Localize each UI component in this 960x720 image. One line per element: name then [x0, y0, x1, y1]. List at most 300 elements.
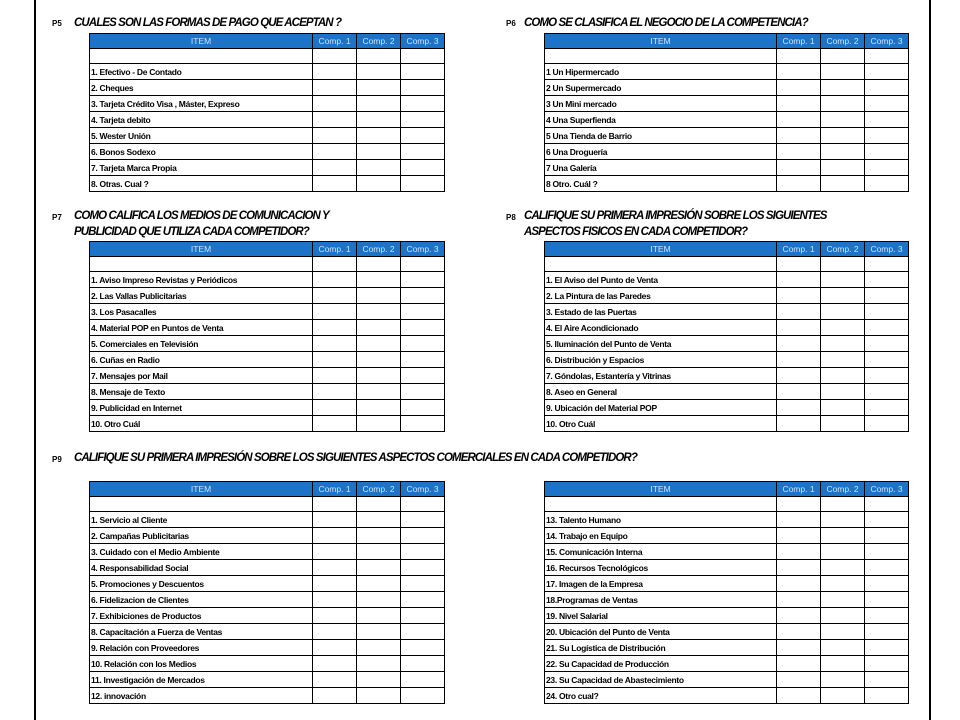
answer-cell-comp-1[interactable] — [313, 160, 357, 176]
answer-cell-comp-3[interactable] — [401, 80, 445, 96]
answer-cell-comp-2[interactable] — [357, 624, 401, 640]
answer-cell-comp-3[interactable] — [401, 64, 445, 80]
answer-cell-comp-3[interactable] — [401, 528, 445, 544]
table-row — [90, 352, 445, 368]
table-p9-left — [89, 481, 445, 704]
item-label: 2 Un Supermercado — [545, 80, 777, 96]
item-label: 11. Investigación de Mercados — [90, 672, 313, 688]
answer-cell-comp-3[interactable] — [865, 640, 909, 656]
answer-cell-comp-3[interactable] — [865, 592, 909, 608]
blank-answer-cell — [821, 49, 865, 64]
answer-cell-comp-3[interactable] — [865, 320, 909, 336]
item-label: 1. Servicio al Cliente — [90, 512, 313, 528]
blank-row — [90, 497, 445, 512]
answer-cell-comp-3[interactable] — [401, 416, 445, 432]
table-row — [545, 624, 909, 640]
answer-cell-comp-3[interactable] — [401, 368, 445, 384]
answer-cell-comp-2[interactable] — [357, 128, 401, 144]
answer-cell-comp-1[interactable] — [313, 528, 357, 544]
answer-cell-comp-1[interactable] — [777, 336, 821, 352]
answer-cell-comp-1[interactable] — [313, 352, 357, 368]
answer-cell-comp-3[interactable] — [865, 512, 909, 528]
answer-cell-comp-3[interactable] — [401, 512, 445, 528]
answer-cell-comp-2[interactable] — [821, 640, 865, 656]
answer-cell-comp-1[interactable] — [777, 80, 821, 96]
header-comp-2: Comp. 2 — [821, 34, 865, 49]
answer-cell-comp-2[interactable] — [821, 368, 865, 384]
table-row — [90, 656, 445, 672]
answer-cell-comp-1[interactable] — [313, 576, 357, 592]
answer-cell-comp-3[interactable] — [401, 304, 445, 320]
item-label: 3. Tarjeta Crédito Visa , Máster, Expreso — [90, 96, 313, 112]
answer-cell-comp-2[interactable] — [821, 608, 865, 624]
blank-answer-cell — [357, 497, 401, 512]
answer-cell-comp-1[interactable] — [777, 144, 821, 160]
answer-cell-comp-2[interactable] — [357, 688, 401, 704]
answer-cell-comp-2[interactable] — [821, 112, 865, 128]
header-item: ITEM — [545, 482, 777, 497]
answer-cell-comp-3[interactable] — [865, 576, 909, 592]
question-number-p8: P8 — [506, 213, 516, 222]
item-label: 5. Promociones y Descuentos — [90, 576, 313, 592]
table-p5 — [89, 33, 445, 192]
answer-cell-comp-2[interactable] — [357, 96, 401, 112]
answer-cell-comp-3[interactable] — [401, 576, 445, 592]
item-label: 1. Efectivo - De Contado — [90, 64, 313, 80]
answer-cell-comp-1[interactable] — [777, 384, 821, 400]
table-row — [90, 608, 445, 624]
table-row — [90, 544, 445, 560]
answer-cell-comp-1[interactable] — [313, 640, 357, 656]
answer-cell-comp-1[interactable] — [313, 64, 357, 80]
table-row — [545, 368, 909, 384]
table-row — [545, 672, 909, 688]
answer-cell-comp-2[interactable] — [821, 656, 865, 672]
table-row — [545, 128, 909, 144]
question-title-p7-line1: COMO CALIFICA LOS MEDIOS DE COMUNICACION Y — [74, 210, 329, 222]
answer-cell-comp-1[interactable] — [313, 384, 357, 400]
answer-cell-comp-3[interactable] — [401, 128, 445, 144]
item-label: 23. Su Capacidad de Abastecimiento — [545, 672, 777, 688]
answer-cell-comp-2[interactable] — [821, 512, 865, 528]
answer-cell-comp-2[interactable] — [821, 64, 865, 80]
item-label: 5. Wester Unión — [90, 128, 313, 144]
answer-cell-comp-1[interactable] — [777, 528, 821, 544]
answer-cell-comp-2[interactable] — [821, 624, 865, 640]
item-label: 15. Comunicación Interna — [545, 544, 777, 560]
table-row — [545, 64, 909, 80]
question-number-p9: P9 — [52, 455, 62, 464]
answer-cell-comp-2[interactable] — [357, 672, 401, 688]
table-row — [90, 512, 445, 528]
answer-cell-comp-3[interactable] — [865, 400, 909, 416]
answer-cell-comp-3[interactable] — [401, 592, 445, 608]
item-label: 17. Imagen de la Empresa — [545, 576, 777, 592]
item-label: 6. Bonos Sodexo — [90, 144, 313, 160]
answer-cell-comp-2[interactable] — [821, 544, 865, 560]
item-label: 2. La Pintura de las Paredes — [545, 288, 777, 304]
item-label: 4. Material POP en Puntos de Venta — [90, 320, 313, 336]
answer-cell-comp-2[interactable] — [357, 336, 401, 352]
answer-cell-comp-3[interactable] — [865, 416, 909, 432]
answer-cell-comp-2[interactable] — [821, 160, 865, 176]
table-row — [545, 384, 909, 400]
answer-cell-comp-2[interactable] — [357, 640, 401, 656]
answer-cell-comp-3[interactable] — [865, 672, 909, 688]
answer-cell-comp-2[interactable] — [821, 80, 865, 96]
answer-cell-comp-2[interactable] — [357, 560, 401, 576]
answer-cell-comp-1[interactable] — [313, 400, 357, 416]
answer-cell-comp-3[interactable] — [401, 176, 445, 192]
answer-cell-comp-3[interactable] — [401, 688, 445, 704]
answer-cell-comp-2[interactable] — [357, 80, 401, 96]
answer-cell-comp-1[interactable] — [777, 304, 821, 320]
answer-cell-comp-2[interactable] — [357, 384, 401, 400]
answer-cell-comp-2[interactable] — [821, 144, 865, 160]
answer-cell-comp-1[interactable] — [777, 272, 821, 288]
answer-cell-comp-3[interactable] — [865, 384, 909, 400]
answer-cell-comp-3[interactable] — [401, 112, 445, 128]
header-comp-1: Comp. 1 — [313, 482, 357, 497]
answer-cell-comp-3[interactable] — [401, 160, 445, 176]
answer-cell-comp-1[interactable] — [777, 160, 821, 176]
answer-cell-comp-3[interactable] — [401, 336, 445, 352]
answer-cell-comp-2[interactable] — [821, 96, 865, 112]
answer-cell-comp-2[interactable] — [357, 272, 401, 288]
answer-cell-comp-1[interactable] — [313, 368, 357, 384]
table-row — [90, 560, 445, 576]
answer-cell-comp-1[interactable] — [313, 672, 357, 688]
answer-cell-comp-3[interactable] — [401, 640, 445, 656]
header-comp-2: Comp. 2 — [357, 242, 401, 257]
question-title-p8-line2: ASPECTOS FISICOS EN CADA COMPETIDOR? — [524, 226, 748, 238]
answer-cell-comp-1[interactable] — [313, 608, 357, 624]
item-label: 14. Trabajo en Equipo — [545, 528, 777, 544]
table-row — [545, 160, 909, 176]
answer-cell-comp-1[interactable] — [777, 608, 821, 624]
answer-cell-comp-1[interactable] — [313, 144, 357, 160]
answer-cell-comp-2[interactable] — [357, 512, 401, 528]
answer-cell-comp-1[interactable] — [777, 576, 821, 592]
answer-cell-comp-1[interactable] — [777, 512, 821, 528]
table-row — [545, 304, 909, 320]
answer-cell-comp-1[interactable] — [777, 96, 821, 112]
answer-cell-comp-1[interactable] — [777, 288, 821, 304]
table-header-row — [545, 34, 909, 49]
answer-cell-comp-2[interactable] — [357, 544, 401, 560]
answer-cell-comp-2[interactable] — [357, 416, 401, 432]
table-row — [545, 592, 909, 608]
blank-answer-cell — [401, 49, 445, 64]
answer-cell-comp-3[interactable] — [865, 528, 909, 544]
answer-cell-comp-3[interactable] — [865, 128, 909, 144]
item-label: 8. Aseo en General — [545, 384, 777, 400]
answer-cell-comp-3[interactable] — [401, 656, 445, 672]
answer-cell-comp-3[interactable] — [865, 176, 909, 192]
item-label: 8. Capacitación a Fuerza de Ventas — [90, 624, 313, 640]
table-p7 — [89, 241, 445, 432]
answer-cell-comp-2[interactable] — [821, 528, 865, 544]
answer-cell-comp-2[interactable] — [357, 352, 401, 368]
item-label: 10. Otro Cuál — [90, 416, 313, 432]
item-label: 3. Cuidado con el Medio Ambiente — [90, 544, 313, 560]
answer-cell-comp-3[interactable] — [865, 80, 909, 96]
answer-cell-comp-3[interactable] — [865, 64, 909, 80]
table-row — [545, 560, 909, 576]
table-header-row — [90, 34, 445, 49]
answer-cell-comp-2[interactable] — [357, 576, 401, 592]
answer-cell-comp-1[interactable] — [313, 288, 357, 304]
table-row — [545, 400, 909, 416]
answer-cell-comp-1[interactable] — [777, 560, 821, 576]
item-label: 5. Iluminación del Punto de Venta — [545, 336, 777, 352]
answer-cell-comp-3[interactable] — [401, 288, 445, 304]
table-row — [90, 304, 445, 320]
answer-cell-comp-3[interactable] — [865, 112, 909, 128]
answer-cell-comp-1[interactable] — [313, 560, 357, 576]
answer-cell-comp-3[interactable] — [865, 144, 909, 160]
table-row — [90, 384, 445, 400]
answer-cell-comp-1[interactable] — [313, 272, 357, 288]
answer-cell-comp-1[interactable] — [313, 656, 357, 672]
blank-answer-cell — [313, 497, 357, 512]
header-comp-3: Comp. 3 — [401, 482, 445, 497]
answer-cell-comp-3[interactable] — [401, 352, 445, 368]
answer-cell-comp-3[interactable] — [401, 560, 445, 576]
table-row — [90, 400, 445, 416]
table-row — [90, 320, 445, 336]
blank-answer-cell — [821, 257, 865, 272]
answer-cell-comp-3[interactable] — [401, 272, 445, 288]
table-row — [90, 688, 445, 704]
answer-cell-comp-2[interactable] — [821, 320, 865, 336]
answer-cell-comp-2[interactable] — [821, 384, 865, 400]
answer-cell-comp-2[interactable] — [357, 64, 401, 80]
table-row — [545, 416, 909, 432]
answer-cell-comp-1[interactable] — [313, 304, 357, 320]
table-row — [545, 112, 909, 128]
answer-cell-comp-3[interactable] — [865, 96, 909, 112]
header-comp-3: Comp. 3 — [401, 242, 445, 257]
table-row — [90, 576, 445, 592]
table-row — [90, 416, 445, 432]
answer-cell-comp-3[interactable] — [865, 624, 909, 640]
table-row — [545, 608, 909, 624]
answer-cell-comp-3[interactable] — [865, 288, 909, 304]
answer-cell-comp-3[interactable] — [865, 304, 909, 320]
table-row — [545, 576, 909, 592]
answer-cell-comp-1[interactable] — [777, 400, 821, 416]
answer-cell-comp-2[interactable] — [821, 352, 865, 368]
item-label: 7. Tarjeta Marca Propia — [90, 160, 313, 176]
answer-cell-comp-2[interactable] — [821, 592, 865, 608]
answer-cell-comp-1[interactable] — [313, 592, 357, 608]
answer-cell-comp-1[interactable] — [313, 320, 357, 336]
answer-cell-comp-1[interactable] — [313, 544, 357, 560]
answer-cell-comp-3[interactable] — [401, 96, 445, 112]
table-row — [90, 176, 445, 192]
blank-answer-cell — [401, 497, 445, 512]
table-row — [545, 96, 909, 112]
table-row — [90, 272, 445, 288]
answer-cell-comp-1[interactable] — [313, 176, 357, 192]
answer-cell-comp-2[interactable] — [821, 576, 865, 592]
answer-cell-comp-1[interactable] — [313, 688, 357, 704]
answer-cell-comp-1[interactable] — [777, 624, 821, 640]
answer-cell-comp-3[interactable] — [401, 624, 445, 640]
table-row — [90, 128, 445, 144]
answer-cell-comp-2[interactable] — [357, 144, 401, 160]
answer-cell-comp-2[interactable] — [357, 320, 401, 336]
answer-cell-comp-1[interactable] — [777, 320, 821, 336]
question-number-p5: P5 — [52, 19, 62, 28]
table-row — [90, 624, 445, 640]
blank-row — [545, 497, 909, 512]
header-comp-1: Comp. 1 — [777, 482, 821, 497]
answer-cell-comp-1[interactable] — [777, 688, 821, 704]
answer-cell-comp-1[interactable] — [777, 128, 821, 144]
answer-cell-comp-2[interactable] — [821, 336, 865, 352]
answer-cell-comp-2[interactable] — [821, 560, 865, 576]
answer-cell-comp-3[interactable] — [865, 688, 909, 704]
header-item: ITEM — [545, 242, 777, 257]
blank-row — [545, 257, 909, 272]
answer-cell-comp-3[interactable] — [865, 160, 909, 176]
table-header-row — [90, 242, 445, 257]
item-label: 6. Fidelizacion de Clientes — [90, 592, 313, 608]
answer-cell-comp-1[interactable] — [777, 544, 821, 560]
answer-cell-comp-3[interactable] — [401, 544, 445, 560]
blank-answer-cell — [821, 497, 865, 512]
blank-answer-cell — [357, 49, 401, 64]
answer-cell-comp-3[interactable] — [401, 384, 445, 400]
header-comp-3: Comp. 3 — [865, 34, 909, 49]
question-title-p6: COMO SE CLASIFICA EL NEGOCIO DE LA COMPETENCIA? — [524, 17, 808, 29]
answer-cell-comp-1[interactable] — [313, 624, 357, 640]
item-label: 6. Distribución y Espacios — [545, 352, 777, 368]
answer-cell-comp-1[interactable] — [777, 112, 821, 128]
answer-cell-comp-2[interactable] — [821, 688, 865, 704]
answer-cell-comp-3[interactable] — [865, 544, 909, 560]
answer-cell-comp-1[interactable] — [777, 416, 821, 432]
answer-cell-comp-3[interactable] — [865, 656, 909, 672]
item-label: 3. Estado de las Puertas — [545, 304, 777, 320]
answer-cell-comp-2[interactable] — [357, 608, 401, 624]
answer-cell-comp-1[interactable] — [777, 592, 821, 608]
item-label: 4. Tarjeta debito — [90, 112, 313, 128]
blank-item-cell — [545, 49, 777, 64]
answer-cell-comp-2[interactable] — [821, 272, 865, 288]
answer-cell-comp-2[interactable] — [821, 400, 865, 416]
answer-cell-comp-2[interactable] — [357, 592, 401, 608]
answer-cell-comp-1[interactable] — [313, 336, 357, 352]
blank-item-cell — [90, 497, 313, 512]
left-border-line — [34, 0, 36, 720]
answer-cell-comp-2[interactable] — [821, 416, 865, 432]
answer-cell-comp-2[interactable] — [821, 176, 865, 192]
question-title-p9: CALIFIQUE SU PRIMERA IMPRESIÓN SOBRE LOS SIGUIENTES ASPECTOS COMERCIALES EN CADA COMPETIDOR? — [74, 452, 637, 464]
item-label: 7. Góndolas, Estantería y Vitrinas — [545, 368, 777, 384]
answer-cell-comp-2[interactable] — [357, 160, 401, 176]
answer-cell-comp-3[interactable] — [401, 672, 445, 688]
answer-cell-comp-1[interactable] — [777, 176, 821, 192]
answer-cell-comp-2[interactable] — [357, 656, 401, 672]
item-label: 16. Recursos Tecnológicos — [545, 560, 777, 576]
item-label: 1. Aviso Impreso Revistas y Periódicos — [90, 272, 313, 288]
answer-cell-comp-3[interactable] — [865, 336, 909, 352]
answer-cell-comp-2[interactable] — [357, 368, 401, 384]
right-border-line — [929, 0, 931, 720]
answer-cell-comp-3[interactable] — [401, 400, 445, 416]
answer-cell-comp-1[interactable] — [777, 64, 821, 80]
table-row — [90, 592, 445, 608]
answer-cell-comp-1[interactable] — [313, 416, 357, 432]
answer-cell-comp-1[interactable] — [777, 352, 821, 368]
answer-cell-comp-1[interactable] — [777, 656, 821, 672]
question-title-p8-line1: CALIFIQUE SU PRIMERA IMPRESIÓN SOBRE LOS SIGUIENTES — [524, 210, 827, 222]
blank-row — [90, 257, 445, 272]
item-label: 5. Comerciales en Televisión — [90, 336, 313, 352]
item-label: 21. Su Logística de Distribución — [545, 640, 777, 656]
answer-cell-comp-1[interactable] — [777, 640, 821, 656]
answer-cell-comp-2[interactable] — [821, 128, 865, 144]
answer-cell-comp-2[interactable] — [357, 112, 401, 128]
blank-item-cell — [545, 257, 777, 272]
answer-cell-comp-3[interactable] — [401, 320, 445, 336]
answer-cell-comp-3[interactable] — [865, 368, 909, 384]
answer-cell-comp-1[interactable] — [777, 672, 821, 688]
table-row — [545, 320, 909, 336]
answer-cell-comp-3[interactable] — [865, 608, 909, 624]
item-label: 6. Cuñas en Radio — [90, 352, 313, 368]
answer-cell-comp-2[interactable] — [357, 304, 401, 320]
table-header-row — [545, 242, 909, 257]
table-row — [545, 656, 909, 672]
item-label: 8 Otro. Cuál ? — [545, 176, 777, 192]
answer-cell-comp-1[interactable] — [313, 112, 357, 128]
answer-cell-comp-2[interactable] — [821, 288, 865, 304]
answer-cell-comp-3[interactable] — [865, 352, 909, 368]
answer-cell-comp-3[interactable] — [401, 608, 445, 624]
blank-answer-cell — [313, 257, 357, 272]
blank-answer-cell — [865, 49, 909, 64]
question-number-p6: P6 — [506, 19, 516, 28]
answer-cell-comp-3[interactable] — [865, 272, 909, 288]
answer-cell-comp-1[interactable] — [777, 368, 821, 384]
answer-cell-comp-2[interactable] — [357, 400, 401, 416]
answer-cell-comp-2[interactable] — [821, 672, 865, 688]
header-comp-2: Comp. 2 — [821, 482, 865, 497]
table-row — [545, 288, 909, 304]
answer-cell-comp-2[interactable] — [357, 176, 401, 192]
answer-cell-comp-1[interactable] — [313, 128, 357, 144]
table-header-row — [90, 482, 445, 497]
answer-cell-comp-3[interactable] — [401, 144, 445, 160]
item-label: 10. Relación con los Medios — [90, 656, 313, 672]
answer-cell-comp-1[interactable] — [313, 512, 357, 528]
header-item: ITEM — [90, 242, 313, 257]
answer-cell-comp-2[interactable] — [821, 304, 865, 320]
header-comp-1: Comp. 1 — [777, 34, 821, 49]
answer-cell-comp-3[interactable] — [865, 560, 909, 576]
answer-cell-comp-2[interactable] — [357, 288, 401, 304]
table-row — [545, 688, 909, 704]
answer-cell-comp-2[interactable] — [357, 528, 401, 544]
answer-cell-comp-1[interactable] — [313, 96, 357, 112]
item-label: 18.Programas de Ventas — [545, 592, 777, 608]
table-row — [545, 176, 909, 192]
answer-cell-comp-1[interactable] — [313, 80, 357, 96]
